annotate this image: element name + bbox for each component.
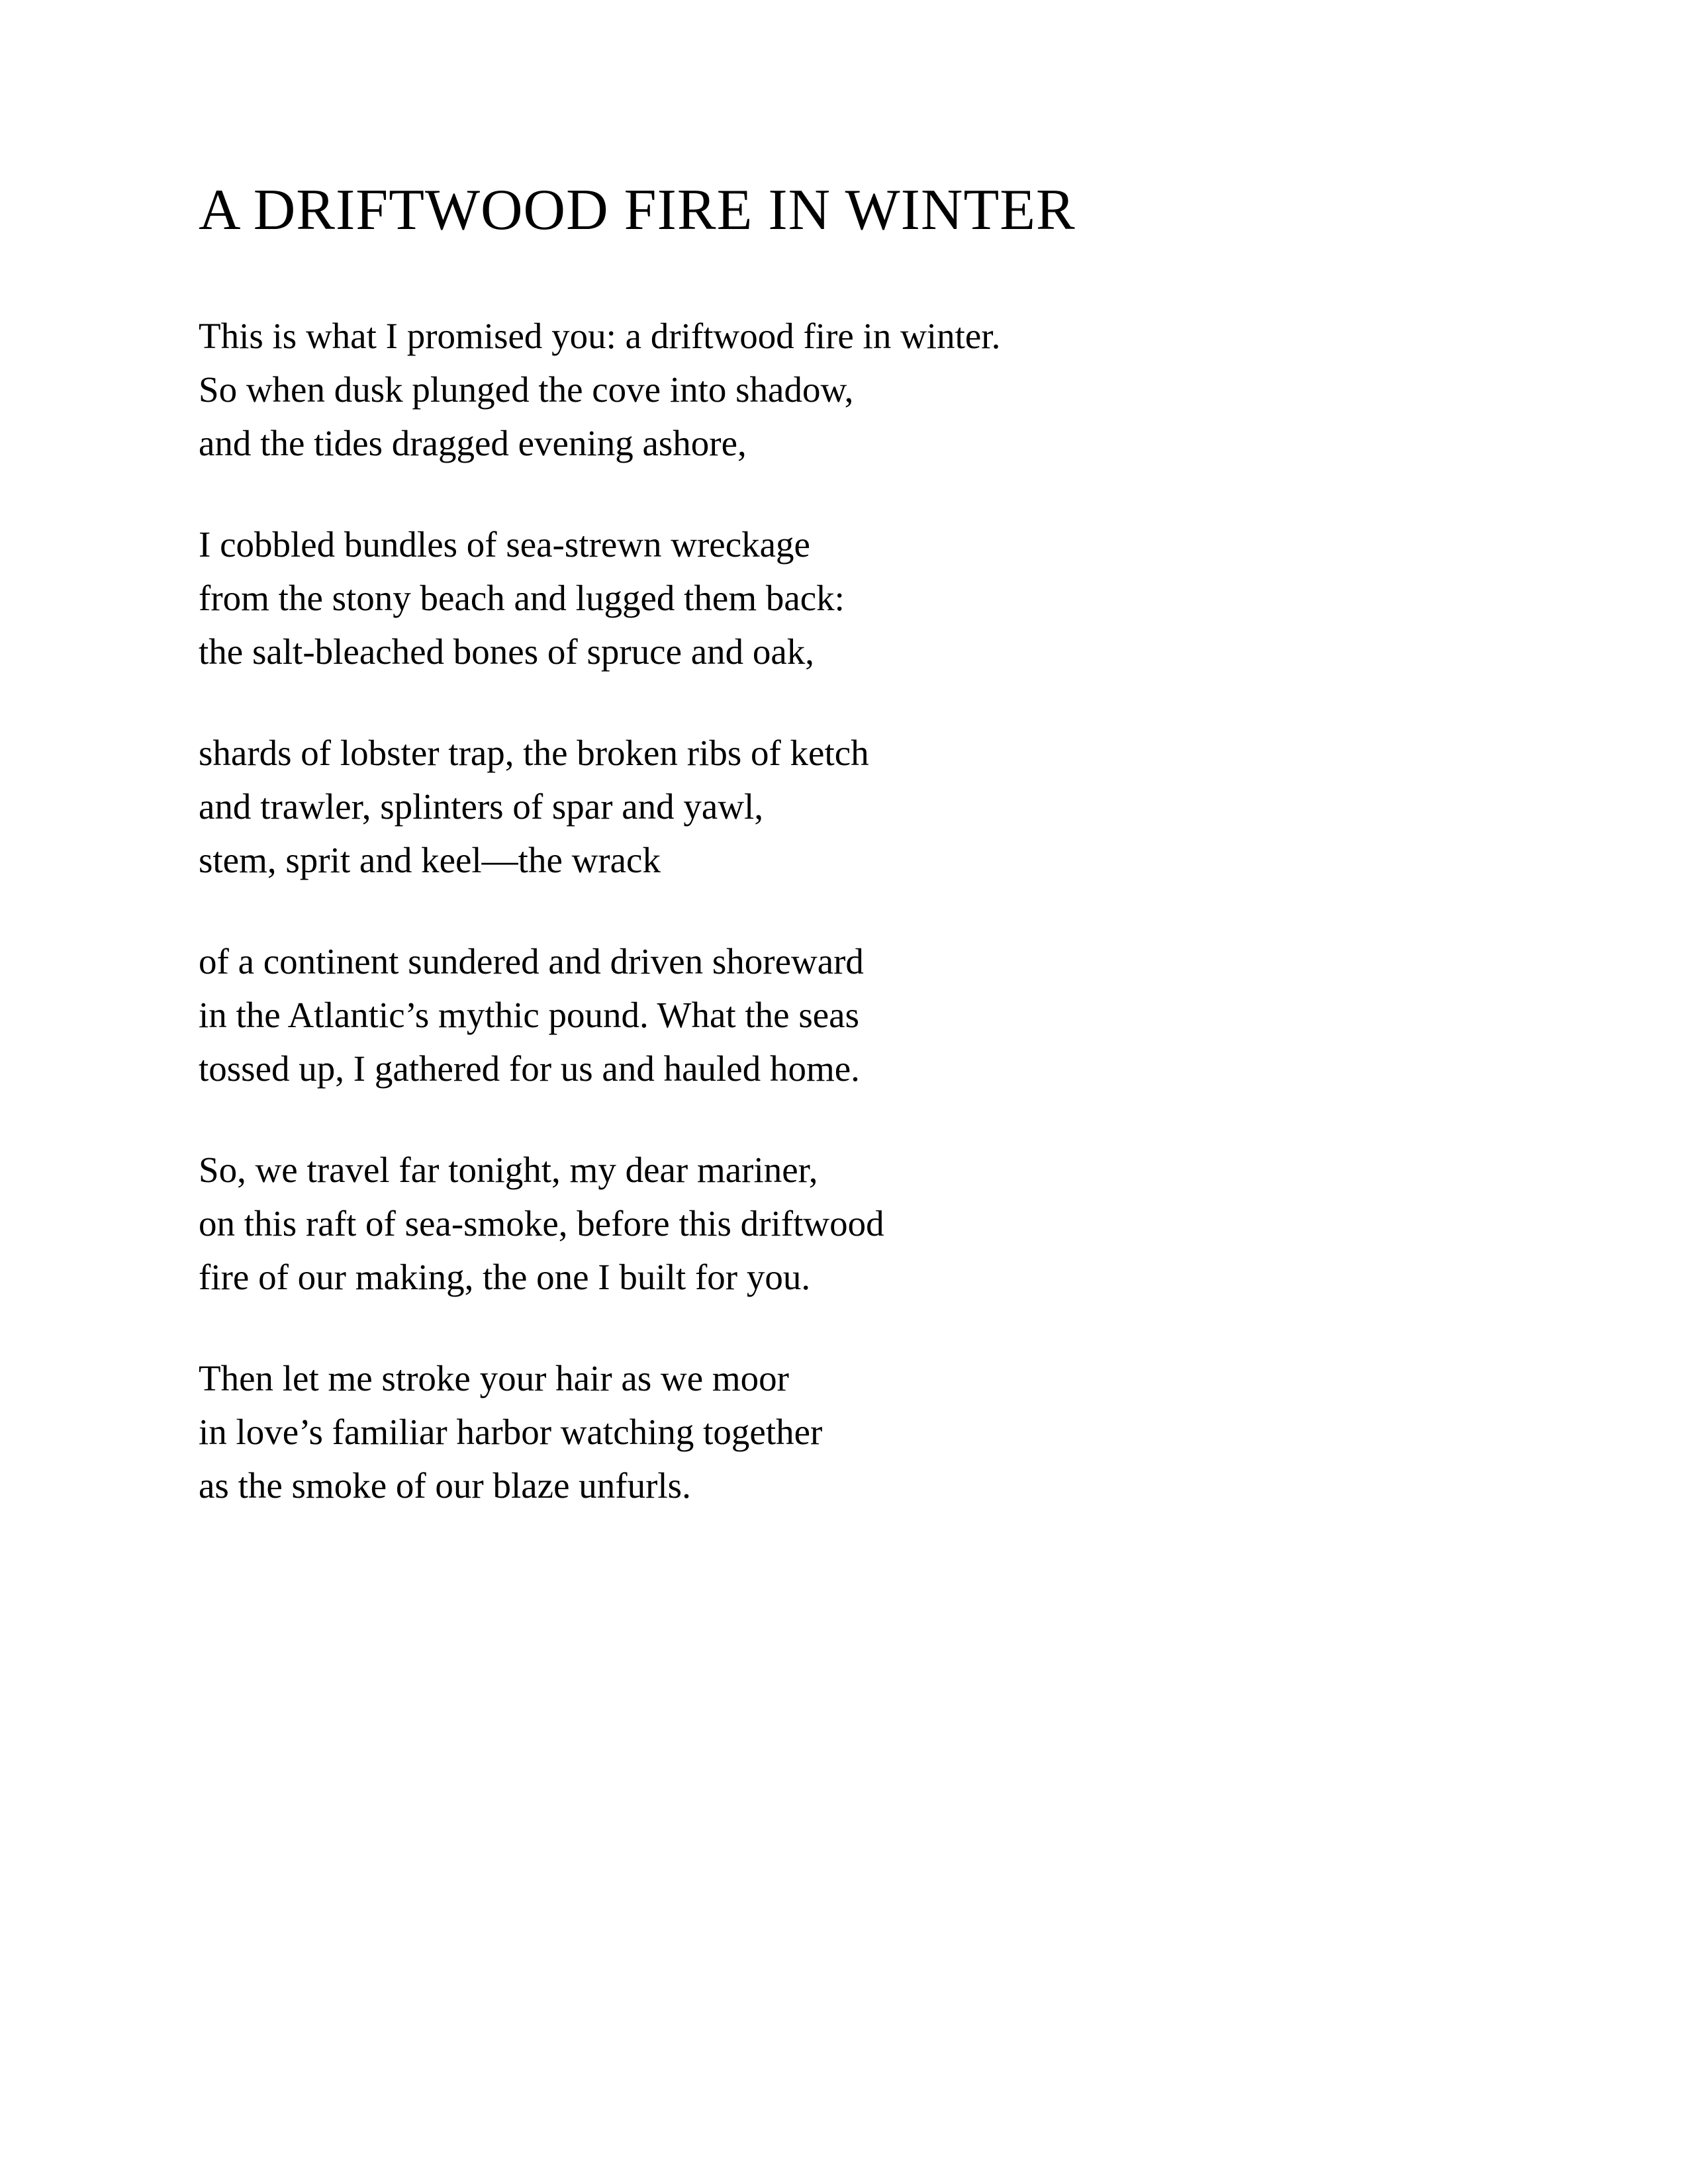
poem-line: of a continent sundered and driven shoreward xyxy=(199,940,864,981)
poem-stanza-2 xyxy=(199,518,1324,678)
poem-line: shards of lobster trap, the broken ribs of ketch xyxy=(199,732,869,773)
poem-stanza-1 xyxy=(199,309,1324,470)
poem-line: Then let me stroke your hair as we moor xyxy=(199,1357,789,1398)
poem-content xyxy=(199,179,1324,1560)
poem-line: from the stony beach and lugged them back: xyxy=(199,577,845,618)
poem-line: on this raft of sea-smoke, before this driftwood xyxy=(199,1203,884,1244)
poem-line: So, we travel far tonight, my dear mariner, xyxy=(199,1149,818,1190)
poem-line: So when dusk plunged the cove into shadow, xyxy=(199,369,854,410)
poem-stanza-6 xyxy=(199,1351,1324,1512)
poem-line: in the Atlantic’s mythic pound. What the seas xyxy=(199,994,859,1035)
poem-line: This is what I promised you: a driftwood fire in winter. xyxy=(199,315,1001,356)
poem-line: and the tides dragged evening ashore, xyxy=(199,422,747,463)
poem-line: as the smoke of our blaze unfurls. xyxy=(199,1465,691,1506)
poem-line: fire of our making, the one I built for you. xyxy=(199,1256,811,1297)
poem-title: A DRIFTWOOD FIRE IN WINTER xyxy=(199,178,1076,242)
poem-line: the salt-bleached bones of spruce and oak, xyxy=(199,631,815,672)
poem-stanza-4 xyxy=(199,934,1324,1095)
poem-line: stem, sprit and keel—the wrack xyxy=(199,839,661,880)
poem-line: I cobbled bundles of sea-strewn wreckage xyxy=(199,523,810,565)
poem-line: and trawler, splinters of spar and yawl, xyxy=(199,786,764,827)
poem-stanza-3 xyxy=(199,726,1324,887)
poem-line: in love’s familiar harbor watching together xyxy=(199,1411,823,1452)
poem-stanza-5 xyxy=(199,1143,1324,1304)
poem-line: tossed up, I gathered for us and hauled home. xyxy=(199,1048,860,1089)
